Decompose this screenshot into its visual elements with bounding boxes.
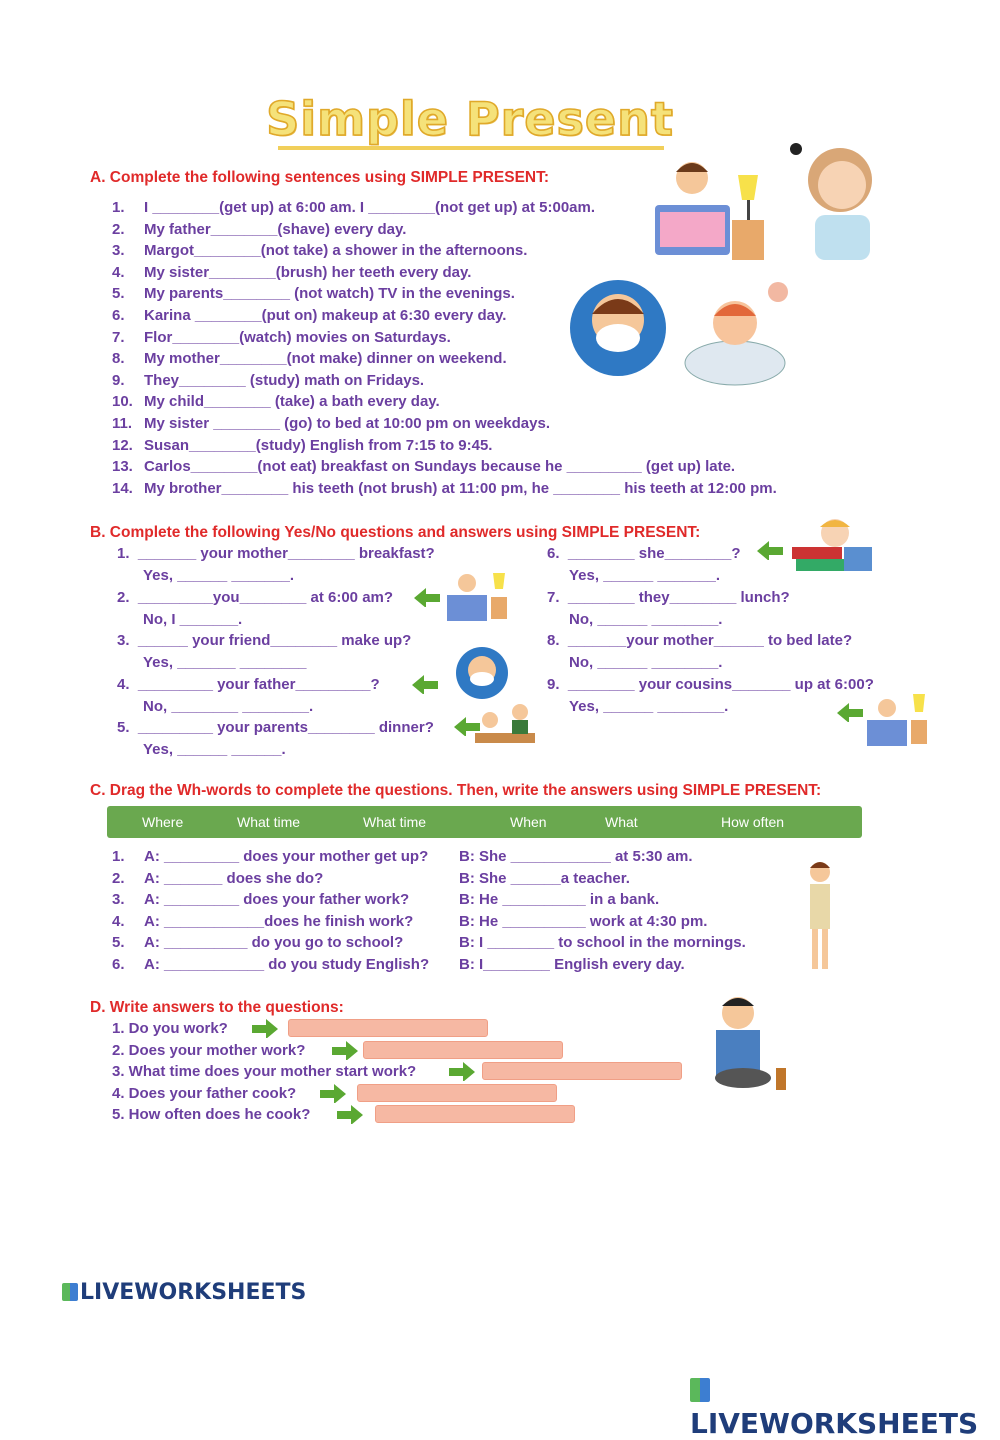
answer-input[interactable] [375, 1105, 575, 1123]
question-c-number: 3. [112, 891, 125, 909]
item-number: 2. [112, 220, 125, 238]
item-text: My mother________(not make) dinner on weekend. [144, 350, 507, 368]
item-text: Flor________(watch) movies on Saturdays. [144, 328, 451, 346]
logo-text: LIVEWORKSHEETS [80, 1280, 307, 1305]
item-number: 1. [112, 199, 125, 216]
question-c-number: 2. [112, 869, 125, 887]
exercise-a-item [112, 480, 777, 497]
answer-b-left: Yes, _______ ________ [143, 654, 307, 671]
teacher-woman-illustration [795, 852, 845, 974]
arrow-right-icon [335, 1104, 365, 1124]
question-b-left: 5. _________ your parents________ dinner? [117, 719, 434, 736]
answer-b-left: Yes, ______ _______. [143, 567, 294, 584]
liveworksheets-mark-icon [690, 1378, 710, 1402]
man-shaving-illustration [568, 272, 678, 384]
question-c-a: A: _______ does she do? [144, 869, 324, 887]
question-d: 4. Does your father cook? [112, 1084, 297, 1102]
question-d: 1. Do you work? [112, 1020, 228, 1037]
arrow-right-icon [330, 1040, 360, 1060]
question-d: 5. How often does he cook? [112, 1106, 311, 1124]
answer-b-right: Yes, ______ ________. [569, 698, 729, 715]
word-what-time-2[interactable]: What time [363, 814, 427, 830]
section-c-heading: C. Drag the Wh-words to complete the questions. Then, write the answers using SIMPLE PRESENT: [90, 782, 822, 799]
answer-input[interactable] [482, 1062, 682, 1080]
question-b-right: 9. ________ your cousins_______ up at 6:00? [547, 676, 874, 693]
exercise-a-item [112, 199, 595, 216]
question-c-number: 1. [112, 848, 125, 865]
question-c-a: A: _________ does your mother get up? [144, 848, 429, 865]
section-a-heading: A. Complete the following sentences using SIMPLE PRESENT: [90, 169, 550, 186]
exercise-a-item [112, 458, 735, 475]
item-text: Susan________(study) English from 7:15 to 9:45. [144, 436, 493, 454]
answer-c-b: B: I ________ to school in the mornings. [459, 934, 746, 952]
title-underline [278, 146, 664, 150]
question-b-left: 3. ______ your friend________ make up? [117, 632, 412, 649]
item-text: My brother________ his teeth (not brush) at 11:00 pm, he ________ his teeth at 12:00 pm. [144, 479, 777, 497]
section-d-heading: D. Write answers to the questions: [90, 999, 344, 1016]
item-text: My parents________ (not watch) TV in the evenings. [144, 285, 515, 303]
section-b-heading: B. Complete the following Yes/No questions and answers using SIMPLE PRESENT: [90, 524, 701, 541]
logo-text: LIVEWORKSHEETS [690, 1407, 979, 1440]
exercise-a-item [112, 307, 506, 324]
word-bank [107, 806, 862, 838]
item-number: 7. [112, 328, 125, 346]
arrow-left-icon [410, 674, 440, 694]
arrow-left-icon [755, 540, 785, 560]
boy-waking-small-2 [865, 680, 930, 750]
item-number: 12. [112, 436, 133, 454]
answer-c-b: B: She ____________ at 5:30 am. [459, 848, 693, 865]
question-b-left: 4. _________ your father_________? [117, 676, 380, 693]
answer-c-b: B: She ______a teacher. [459, 869, 630, 887]
man-cooking-illustration [688, 988, 800, 1103]
question-c-number: 4. [112, 912, 125, 930]
item-text: My sister________(brush) her teeth every day. [144, 263, 472, 281]
answer-c-b: B: He __________ in a bank. [459, 891, 660, 909]
item-number: 9. [112, 371, 125, 389]
answer-c-b: B: I________ English every day. [459, 956, 685, 973]
exercise-a-item [112, 329, 451, 346]
exercise-a-item [112, 350, 507, 367]
question-c-a: A: __________ do you go to school? [144, 934, 404, 952]
item-number: 13. [112, 458, 133, 476]
item-number: 4. [112, 263, 125, 281]
question-b-left: 2. _________you________ at 6:00 am? [117, 589, 394, 606]
question-c-a: A: ____________ do you study English? [144, 956, 430, 973]
answer-b-left: No, ________ ________. [143, 698, 314, 715]
answer-b-right: Yes, ______ _______. [569, 567, 720, 584]
answer-b-right: No, ______ ________. [569, 654, 723, 671]
page-title: Simple Present [266, 92, 674, 146]
item-text: My father________(shave) every day. [144, 220, 407, 238]
answer-b-left: No, I _______. [143, 611, 243, 628]
item-text: Margot________(not take) a shower in the afternoons. [144, 242, 528, 260]
question-b-right: 7. ________ they________ lunch? [547, 589, 790, 606]
liveworksheets-logo-footer [690, 1374, 1000, 1440]
arrow-right-icon [318, 1083, 348, 1103]
item-number: 3. [112, 242, 125, 260]
arrow-right-icon [447, 1061, 477, 1081]
exercise-a-item [112, 264, 471, 281]
item-number: 11. [112, 415, 133, 432]
word-what-time-1[interactable]: What time [237, 814, 301, 830]
item-text: I ________(get up) at 6:00 am. I ________(not get up) at 5:00am. [144, 199, 596, 216]
exercise-a-item [112, 372, 424, 389]
item-number: 6. [112, 307, 125, 324]
girl-reading-illustration [790, 515, 878, 577]
item-number: 8. [112, 350, 125, 368]
question-c-a: A: _________ does your father work? [144, 891, 410, 909]
word-how-often[interactable]: How often [721, 814, 785, 830]
item-text: They________ (study) math on Fridays. [144, 371, 425, 389]
arrow-left-icon [452, 716, 482, 736]
item-number: 10. [112, 393, 133, 411]
question-b-left: 1. _______ your mother________ breakfast? [117, 545, 435, 562]
boy-waking-illustration [650, 150, 770, 262]
arrow-left-icon [412, 587, 442, 607]
word-when[interactable]: When [510, 814, 547, 830]
answer-b-left: Yes, ______ ______. [143, 741, 286, 758]
answer-input[interactable] [288, 1019, 488, 1037]
baby-bath-illustration [680, 278, 795, 393]
item-text: My sister ________ (go) to bed at 10:00 pm on weekdays. [144, 415, 550, 432]
arrow-right-icon [250, 1018, 280, 1038]
item-text: My child________ (take) a bath every day. [144, 393, 440, 411]
answer-b-right: No, ______ ________. [569, 611, 723, 628]
answer-input[interactable] [357, 1084, 557, 1102]
liveworksheets-mark-icon [62, 1283, 78, 1301]
exercise-a-item [112, 415, 550, 432]
arrow-left-icon [835, 702, 865, 722]
exercise-a-item [112, 437, 492, 454]
question-c-a: A: ____________does he finish work? [144, 912, 414, 930]
question-b-right: 8. _______your mother______ to bed late? [547, 632, 853, 649]
word-what[interactable]: What [605, 814, 638, 830]
exercise-a-item [112, 285, 515, 302]
item-number: 5. [112, 285, 125, 303]
exercise-a-item [112, 242, 527, 259]
item-text: Carlos________(not eat) breakfast on Sundays because he _________ (get up) late. [144, 458, 736, 476]
exercise-a-item [112, 393, 440, 410]
question-c-number: 5. [112, 934, 125, 952]
answer-c-b: B: He __________ work at 4:30 pm. [459, 912, 708, 930]
question-c-number: 6. [112, 956, 125, 973]
exercise-a-item [112, 221, 406, 238]
boy-waking-small [445, 567, 510, 623]
item-number: 14. [112, 479, 133, 497]
item-text: Karina ________(put on) makeup at 6:30 every day. [144, 307, 507, 324]
liveworksheets-logo [62, 1280, 306, 1305]
word-where[interactable]: Where [142, 814, 184, 830]
woman-makeup-illustration [790, 135, 885, 260]
question-b-right: 6. ________ she________? [547, 545, 741, 562]
question-d: 2. Does your mother work? [112, 1041, 306, 1059]
man-shaving-small [455, 645, 510, 700]
question-d: 3. What time does your mother start work? [112, 1063, 417, 1081]
answer-input[interactable] [363, 1041, 563, 1059]
